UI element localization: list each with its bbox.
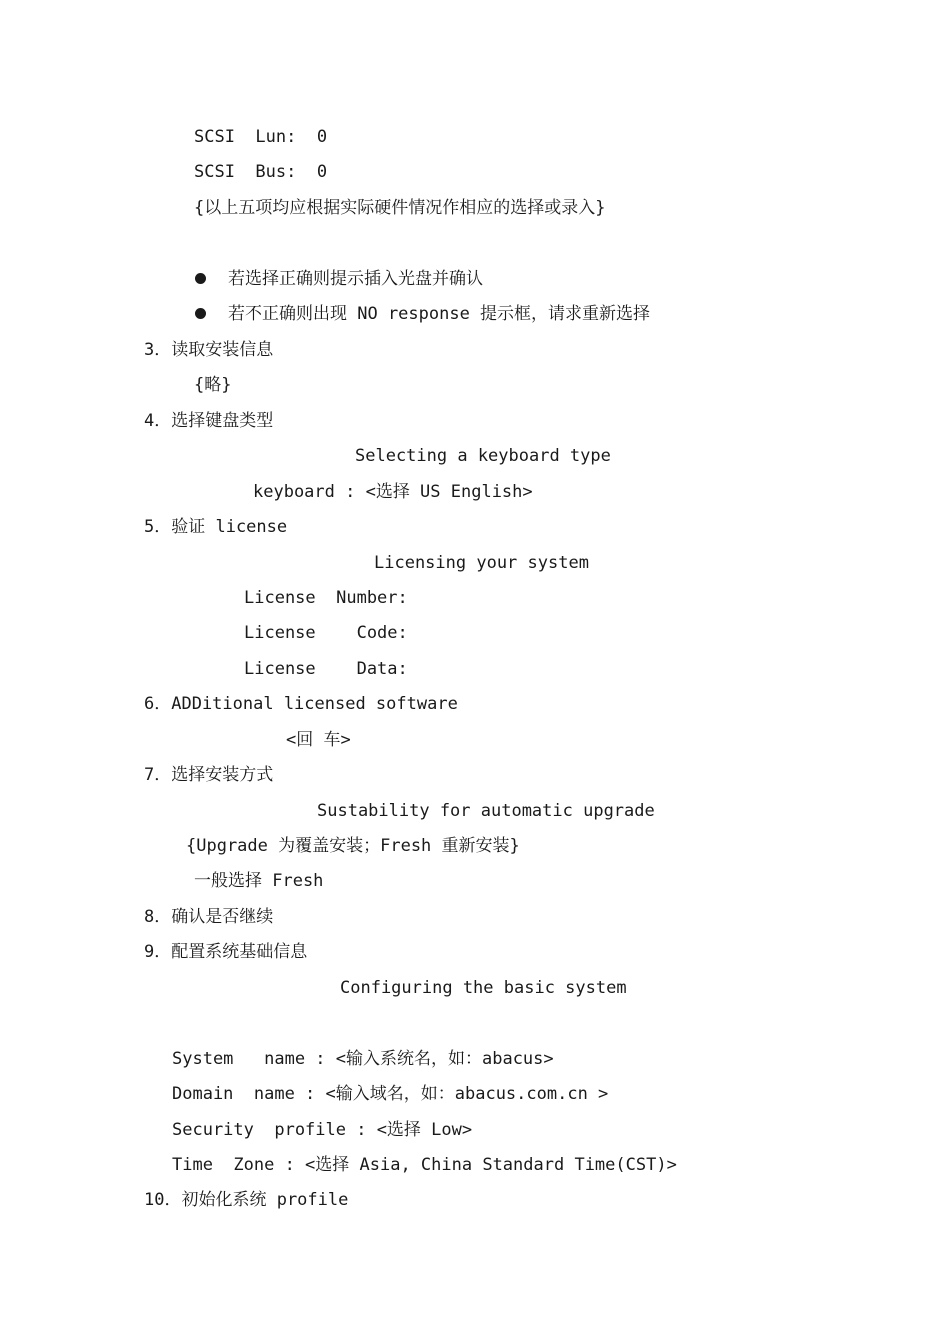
step-6-heading: 6．ADDitional licensed software	[144, 694, 458, 714]
keyboard-setting: keyboard : <选择 US English>	[253, 482, 533, 502]
bullet-icon	[195, 273, 206, 284]
step-9-heading: 9．配置系统基础信息	[144, 942, 308, 962]
step-3-note: {略}	[194, 375, 232, 395]
upgrade-note: {Upgrade 为覆盖安装；Fresh 重新安装}	[186, 836, 520, 856]
keyboard-screen-title: Selecting a keyboard type	[355, 446, 611, 466]
step-5-heading: 5．验证 license	[144, 517, 288, 537]
upgrade-choice: 一般选择 Fresh	[194, 871, 324, 891]
license-data-field: License Data:	[244, 659, 408, 679]
step-8-heading: 8．确认是否继续	[144, 907, 274, 927]
system-name-field: System name : <输入系统名，如：abacus>	[172, 1049, 554, 1069]
domain-name-field: Domain name : <输入域名，如：abacus.com.cn >	[172, 1084, 609, 1104]
security-profile-field: Security profile : <选择 Low>	[172, 1120, 473, 1140]
bullet-icon	[195, 308, 206, 319]
scsi-bus-line: SCSI Bus: 0	[194, 162, 328, 182]
license-screen-title: Licensing your system	[374, 553, 589, 573]
upgrade-screen-title: Sustability for automatic upgrade	[317, 801, 655, 821]
step-4-heading: 4．选择键盘类型	[144, 411, 274, 431]
bullet-correct-text: 若选择正确则提示插入光盘并确认	[228, 269, 483, 289]
bullet-incorrect-text: 若不正确则出现 NO response 提示框，请求重新选择	[228, 304, 651, 324]
step-3-heading: 3．读取安装信息	[144, 340, 274, 360]
license-code-field: License Code:	[244, 623, 408, 643]
license-number-field: License Number:	[244, 588, 408, 608]
basic-system-screen-title: Configuring the basic system	[340, 978, 627, 998]
hardware-note: {以上五项均应根据实际硬件情况作相应的选择或录入}	[194, 198, 606, 218]
time-zone-field: Time Zone : <选择 Asia, China Standard Time(CST)>	[172, 1155, 677, 1175]
step-7-heading: 7．选择安装方式	[144, 765, 274, 785]
step-10-heading: 10．初始化系统 profile	[144, 1190, 349, 1210]
enter-key-note: <回 车>	[286, 730, 351, 750]
scsi-lun-line: SCSI Lun: 0	[194, 127, 328, 147]
